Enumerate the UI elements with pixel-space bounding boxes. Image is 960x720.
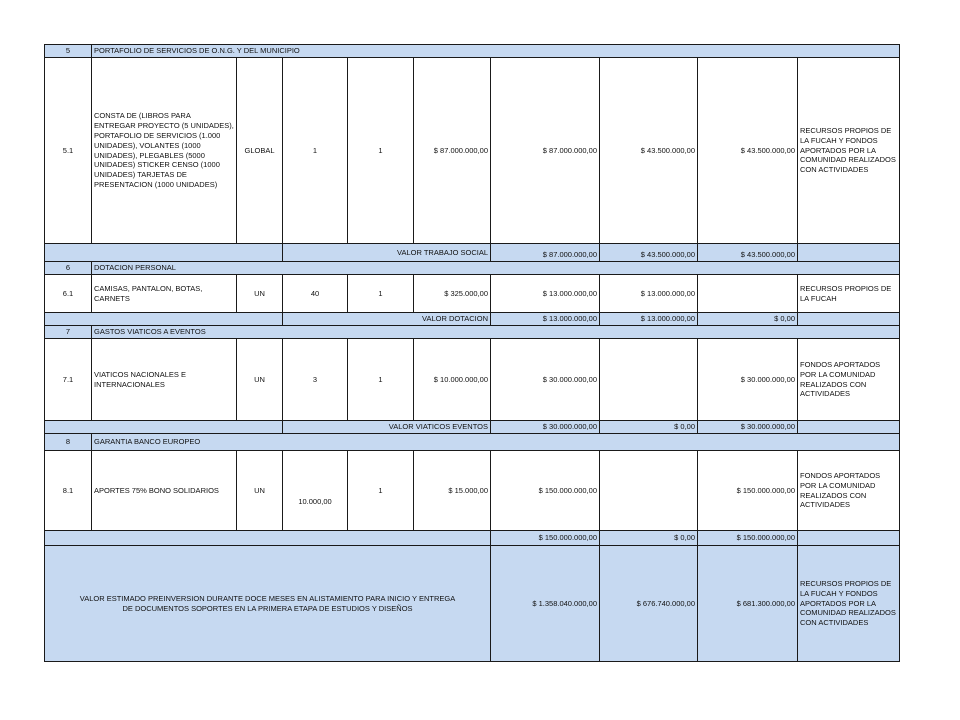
item-quantity: 40: [283, 275, 348, 313]
subtotal-own: $ 0,00: [600, 421, 698, 434]
item-number: 7.1: [45, 339, 92, 421]
item-months: 1: [348, 58, 414, 244]
item-months: 1: [348, 339, 414, 421]
item-total: $ 13.000.000,00: [491, 275, 600, 313]
section-title: GASTOS VIATICOS A EVENTOS: [92, 326, 900, 339]
grand-total-own: $ 676.740.000,00: [600, 546, 698, 662]
item-months: 1: [348, 275, 414, 313]
subtotal-total: $ 30.000.000,00: [491, 421, 600, 434]
subtotal-total: $ 13.000.000,00: [491, 313, 600, 326]
subtotal-total: $ 87.000.000,00: [491, 244, 600, 262]
subtotal-label: VALOR VIATICOS EVENTOS: [283, 421, 491, 434]
table-row: [45, 275, 900, 313]
table-row: [45, 339, 900, 421]
section-number: 6: [45, 262, 92, 275]
item-number: 6.1: [45, 275, 92, 313]
item-unit: UN: [237, 275, 283, 313]
subtotal-community: $ 150.000.000,00: [698, 531, 798, 546]
item-funding-source: FONDOS APORTADOS POR LA COMUNIDAD REALIZADOS CON ACTIVIDADES: [798, 339, 900, 421]
item-description: APORTES 75% BONO SOLIDARIOS: [92, 451, 237, 531]
item-total: $ 30.000.000,00: [491, 339, 600, 421]
item-description: CAMISAS, PANTALON, BOTAS, CARNETS: [92, 275, 237, 313]
section-header-row: [45, 434, 900, 451]
item-description: VIATICOS NACIONALES E INTERNACIONALES: [92, 339, 237, 421]
item-total: $ 87.000.000,00: [491, 58, 600, 244]
item-community-funds: $ 43.500.000,00: [698, 58, 798, 244]
subtotal-label: VALOR TRABAJO SOCIAL: [283, 244, 491, 262]
subtotal-community: $ 0,00: [698, 313, 798, 326]
section-number: 7: [45, 326, 92, 339]
subtotal-label: [45, 531, 491, 546]
budget-table: [44, 44, 900, 662]
item-number: 5.1: [45, 58, 92, 244]
subtotal-own: $ 43.500.000,00: [600, 244, 698, 262]
item-quantity: 1: [283, 58, 348, 244]
subtotal-community: $ 43.500.000,00: [698, 244, 798, 262]
table-row: [45, 451, 900, 531]
item-unit: GLOBAL: [237, 58, 283, 244]
grand-total-community: $ 681.300.000,00: [698, 546, 798, 662]
subtotal-row: [45, 421, 900, 434]
item-own-resources: [600, 339, 698, 421]
item-unit-value: $ 325.000,00: [414, 275, 491, 313]
item-own-resources: $ 43.500.000,00: [600, 58, 698, 244]
subtotal-row: [45, 531, 900, 546]
item-community-funds: [698, 275, 798, 313]
item-community-funds: $ 150.000.000,00: [698, 451, 798, 531]
section-title: GARANTIA BANCO EUROPEO: [92, 434, 900, 451]
item-unit-value: $ 15.000,00: [414, 451, 491, 531]
item-total: $ 150.000.000,00: [491, 451, 600, 531]
table-row: [45, 58, 900, 244]
item-number: 8.1: [45, 451, 92, 531]
section-header-row: [45, 45, 900, 58]
section-title: DOTACION PERSONAL: [92, 262, 900, 275]
section-title: PORTAFOLIO DE SERVICIOS DE O.N.G. Y DEL MUNICIPIO: [92, 45, 900, 58]
item-community-funds: $ 30.000.000,00: [698, 339, 798, 421]
item-description: CONSTA DE (LIBROS PARA ENTREGAR PROYECTO (5 UNIDADES), PORTAFOLIO DE SERVICIOS (1.000 UNIDADES), VOLANTES (1000 UNIDADES), PLEGABLES (5000 UNIDADES) STICKER CENSO (1000 UNIDADES) TARJETAS DE PRESENTACION (1000 UNIDADES): [92, 58, 237, 244]
subtotal-row: [45, 313, 900, 326]
item-funding-source: FONDOS APORTADOS POR LA COMUNIDAD REALIZADOS CON ACTIVIDADES: [798, 451, 900, 531]
item-unit-value: $ 10.000.000,00: [414, 339, 491, 421]
grand-total-row: [45, 546, 900, 662]
subtotal-label: VALOR DOTACION: [283, 313, 491, 326]
item-own-resources: $ 13.000.000,00: [600, 275, 698, 313]
section-number: 5: [45, 45, 92, 58]
grand-total-label: VALOR ESTIMADO PREINVERSION DURANTE DOCE MESES EN ALISTAMIENTO PARA INICIO Y ENTREGA DE DOCUMENTOS SOPORTES EN LA PRIMERA ETAPA DE ESTUDIOS Y DISEÑOS: [45, 546, 491, 662]
item-unit: UN: [237, 451, 283, 531]
item-funding-source: RECURSOS PROPIOS DE LA FUCAH Y FONDOS APORTADOS POR LA COMUNIDAD REALIZADOS CON ACTIVIDADES: [798, 58, 900, 244]
section-number: 8: [45, 434, 92, 451]
item-unit: UN: [237, 339, 283, 421]
subtotal-row: [45, 244, 900, 262]
subtotal-own: $ 13.000.000,00: [600, 313, 698, 326]
grand-total-value: $ 1.358.040.000,00: [491, 546, 600, 662]
item-own-resources: [600, 451, 698, 531]
subtotal-community: $ 30.000.000,00: [698, 421, 798, 434]
item-quantity: 3: [283, 339, 348, 421]
section-header-row: [45, 262, 900, 275]
section-header-row: [45, 326, 900, 339]
subtotal-total: $ 150.000.000,00: [491, 531, 600, 546]
item-quantity: 10.000,00: [283, 451, 348, 531]
item-unit-value: $ 87.000.000,00: [414, 58, 491, 244]
subtotal-own: $ 0,00: [600, 531, 698, 546]
grand-total-funding-source: RECURSOS PROPIOS DE LA FUCAH Y FONDOS APORTADOS POR LA COMUNIDAD REALIZADOS CON ACTIVIDADES: [798, 546, 900, 662]
item-funding-source: RECURSOS PROPIOS DE LA FUCAH: [798, 275, 900, 313]
item-months: 1: [348, 451, 414, 531]
